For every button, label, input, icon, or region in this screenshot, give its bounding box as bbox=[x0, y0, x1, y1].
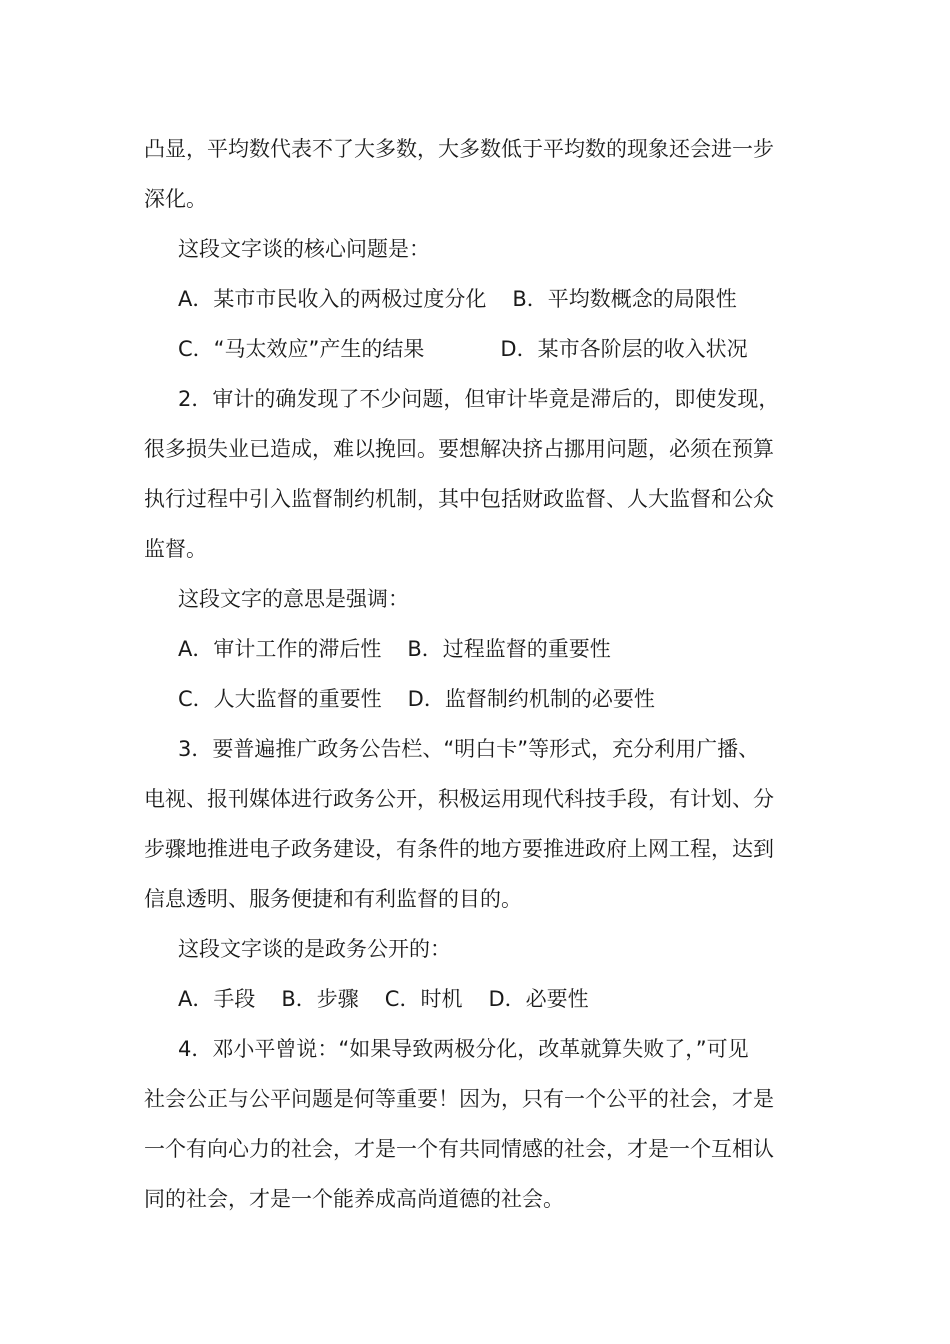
option-2a: A．审计工作的滞后性 bbox=[178, 637, 382, 661]
question-1-prompt: 这段文字谈的核心问题是： bbox=[178, 237, 430, 261]
option-3a: A．手段 bbox=[178, 987, 256, 1011]
question-4-line-1: 4．邓小平曾说：“如果导致两极分化，改革就算失败了，”可见 bbox=[178, 1037, 749, 1061]
question-4-line-3: 一个有向心力的社会，才是一个有共同情感的社会，才是一个互相认 bbox=[144, 1137, 774, 1161]
question-2-line-3: 执行过程中引入监督制约机制，其中包括财政监督、人大监督和公众 bbox=[144, 487, 774, 511]
question-4-line-2: 社会公正与公平问题是何等重要！因为，只有一个公平的社会，才是 bbox=[144, 1087, 774, 1111]
option-3d: D．必要性 bbox=[488, 987, 589, 1011]
option-2b: B．过程监督的重要性 bbox=[407, 637, 611, 661]
question-1-options-row-2 bbox=[178, 334, 838, 364]
question-2-prompt: 这段文字的意思是强调： bbox=[178, 587, 409, 611]
option-2c: C．人大监督的重要性 bbox=[178, 687, 382, 711]
question-2-line-4: 监督。 bbox=[144, 537, 207, 561]
question-2-options-row-1 bbox=[178, 634, 838, 664]
question-2-line-1: 2．审计的确发现了不少问题，但审计毕竟是滞后的，即使发现， bbox=[178, 387, 780, 411]
question-3-line-2: 电视、报刊媒体进行政务公开，积极运用现代科技手段，有计划、分 bbox=[144, 787, 774, 811]
paragraph-line-2: 深化。 bbox=[144, 187, 207, 211]
question-3-prompt: 这段文字谈的是政务公开的： bbox=[178, 937, 451, 961]
option-3c: C．时机 bbox=[384, 987, 463, 1011]
option-1b: B．平均数概念的局限性 bbox=[512, 287, 737, 311]
question-3-line-3: 步骤地推进电子政务建设，有条件的地方要推进政府上网工程，达到 bbox=[144, 837, 774, 861]
question-3-line-1: 3．要普遍推广政务公告栏、“明白卡”等形式，充分利用广播、 bbox=[178, 737, 760, 761]
question-1-options-row-1 bbox=[178, 284, 838, 314]
option-1d: D．某市各阶层的收入状况 bbox=[500, 337, 748, 361]
option-3b: B．步骤 bbox=[281, 987, 359, 1011]
question-3-options bbox=[178, 984, 838, 1014]
question-3-line-4: 信息透明、服务便捷和有利监督的目的。 bbox=[144, 887, 522, 911]
question-2-line-2: 很多损失业已造成，难以挽回。要想解决挤占挪用问题，必须在预算 bbox=[144, 437, 774, 461]
option-1c: C．“马太效应”产生的结果 bbox=[178, 337, 425, 361]
option-2d: D．监督制约机制的必要性 bbox=[407, 687, 655, 711]
question-2-options-row-2 bbox=[178, 684, 838, 714]
question-4-line-4: 同的社会，才是一个能养成高尚道德的社会。 bbox=[144, 1187, 564, 1211]
paragraph-line-1: 凸显，平均数代表不了大多数，大多数低于平均数的现象还会进一步 bbox=[144, 137, 774, 161]
option-1a: A．某市市民收入的两极过度分化 bbox=[178, 287, 487, 311]
